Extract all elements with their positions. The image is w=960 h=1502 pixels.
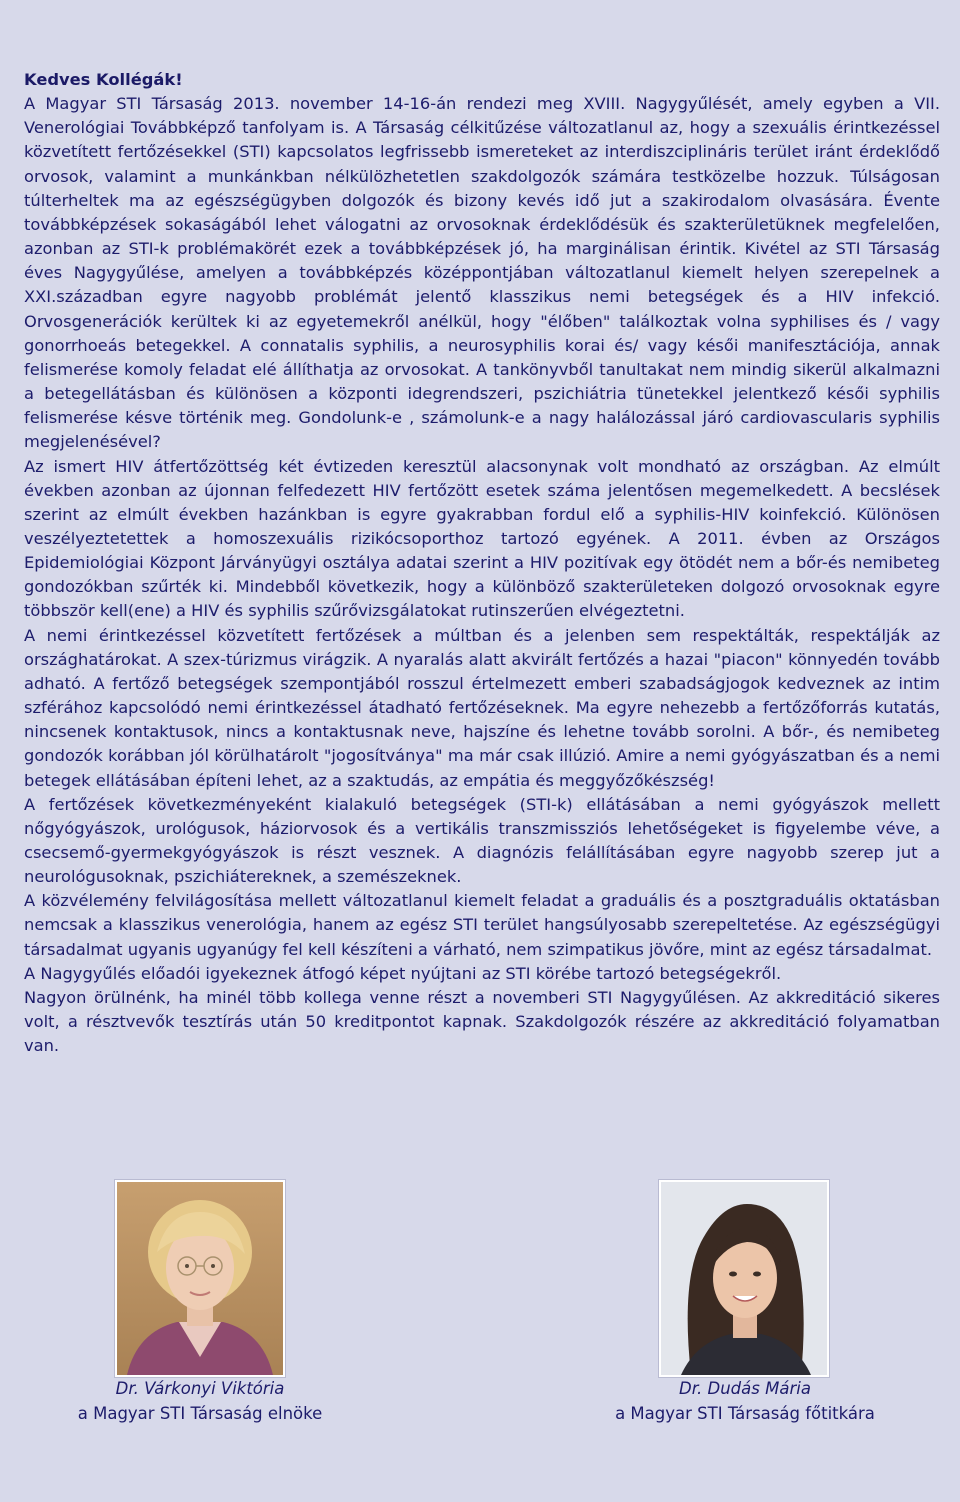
signature-title: a Magyar STI Társaság főtitkára bbox=[615, 1404, 875, 1423]
portrait-photo-president bbox=[115, 1180, 285, 1377]
signature-president bbox=[40, 1376, 360, 1426]
paragraph-1: A Magyar STI Társaság 2013. november 14-16-án rendezi meg XVIII. Nagygyűlését, amely egyben a VII. Venerológiai Továbbképző tanfolyam is. A Társaság célkitűzése változatlanul az, hogy a szexuális érintkezéssel közvetített fertőzésekkel (STI) kapcsolatos legfrissebb ismereteket az interdiszciplináris terület iránt érdeklődő orvosok, valamint a munkánkban nélkülözhetetlen szakdolgozók számára testközelbe hozzuk. Túlságosan túlterheltek ma az egészségügyben dolgozók és bizony kevés idő jut a szakirodalom olvasására. Évente továbbképzések sokaságából lehet válogatni az orvosoknak érdeklődésük és szakterületüknek megfelelően, azonban az STI-k problémakörét ezek a továbbképzések jó, ha marginálisan érintik. Kivétel az STI Társaság éves Nagygyűlése, amelyen a továbbképzés középpontjában változatlanul kiemelt helyen szerepelnek a XXI.században egyre nagyobb problémát jelentő klasszikus nemi betegségek és a HIV infekció. Orvosgenerációk kerültek ki az egyetemekről anélkül, hogy "élőben" találkoztak volna syphilises és / vagy gonorrhoeás betegekkel. A connatalis syphilis, a neurosyphilis korai és/ vagy késői manifesztációja, annak felismerése komoly feladat elé állíthatja az orvosokat. A tankönyvből tanultakat nem mindig sikerül alkalmazni a betegellátásban és különösen a központi idegrendszeri, pszichiátria tünetekkel jelentkező késői syphilis felismerése késve történik meg. Gondolunk-e , számolunk-e a nagy halálozással járó cardiovascularis syphilis megjelenésével? bbox=[24, 94, 940, 452]
signature-name: Dr. Várkonyi Viktória bbox=[115, 1379, 285, 1398]
greeting: Kedves Kollégák! bbox=[24, 70, 183, 89]
paragraph-6: A Nagygyűlés előadói igyekeznek átfogó képet nyújtani az STI körébe tartozó betegségekről. bbox=[24, 963, 782, 983]
paragraph-3: A nemi érintkezéssel közvetített fertőzések a múltban és a jelenben sem respektálták, respektálják az országhatárokat. A szex-túrizmus virágzik. A nyaralás alatt akvirált fertőzés a hazai "piacon" könnyedén tovább adható. A fertőző betegségek szempontjából rosszul értelmezett emberi szabadságjogok kedveznek az intim szférához kapcsolódó nemi érintkezéssel átadható fertőzéseknek. Ma egyre nehezebb a fertőzőforrás kutatás, nincsenek kontaktusok, nincs a kontaktusnak neve, hajszíne és lehetne tovább sorolni. A bőr-, és nemibeteg gondozók korábban jól körülhatárolt "jogosítványa" ma már csak illúzió. Amire a nemi gyógyászatban és a nemi betegek ellátásában építeni lehet, az a szaktudás, az empátia és meggyőzőkészség! bbox=[24, 625, 940, 790]
signature-name: Dr. Dudás Mária bbox=[679, 1379, 811, 1398]
portrait-photo-secretary bbox=[659, 1180, 829, 1377]
letter-body bbox=[24, 68, 940, 1058]
paragraph-2: Az ismert HIV átfertőzöttség két évtizeden keresztül alacsonynak volt mondható az országban. Az elmúlt években azonban az újonnan felfedezett HIV fertőzött esetek száma jelentősen megemelkedett. A becslések szerint az elmúlt években hazánkban is egyre gyakrabban fordul elő a syphilis-HIV koinfekció. Különösen veszélyeztetettek a homoszexuális rizikócsoporthoz tartozó egyének. A 2011. évben az Országos Epidemiológiai Központ Járványügyi osztálya adatai szerint a HIV pozitívak egy ötödét nem a bőr-és nemibeteg gondozókban szűrték ki. Mindebből következik, hogy a különböző szakterületeken dolgozó orvosoknak egyre többször kell(ene) a HIV és syphilis szűrővizsgálatokat rutinszerűen elvégeztetni. bbox=[24, 456, 940, 621]
paragraph-7: Nagyon örülnénk, ha minél több kollega venne részt a novemberi STI Nagygyűlésen. Az akkreditáció sikeres volt, a résztvevők tesztírás után 50 kreditpontot kapnak. Szakdolgozók részére az akkreditáció folyamatban van. bbox=[24, 987, 940, 1056]
paragraph-5: A közvélemény felvilágosítása mellett változatlanul kiemelt feladat a graduális és a posztgraduális oktatásban nemcsak a klasszikus venerológia, hanem az egész STI terület hangsúlyosabb szerepeltetése. Az egészségügyi társadalmat ugyanis ugyanúgy fel kell készíteni a várható, nem szimpatikus jövőre, mint az egész társadalmat. bbox=[24, 891, 940, 959]
signature-secretary bbox=[575, 1376, 915, 1426]
signature-title: a Magyar STI Társaság elnöke bbox=[77, 1404, 323, 1423]
paragraph-4: A fertőzések következményeként kialakuló betegségek (STI-k) ellátásában a nemi gyógyászok mellett nőgyógyászok, urológusok, háziorvosok és a vertikális transzmissziós lehetőségeket is figyelembe véve, a csecsemő-gyermekgyógyászok is részt vesznek. A diagnózis felállításában egyre nagyobb szerep jut a neurológusoknak, pszichiátereknek, a szemészeknek. bbox=[24, 794, 940, 887]
